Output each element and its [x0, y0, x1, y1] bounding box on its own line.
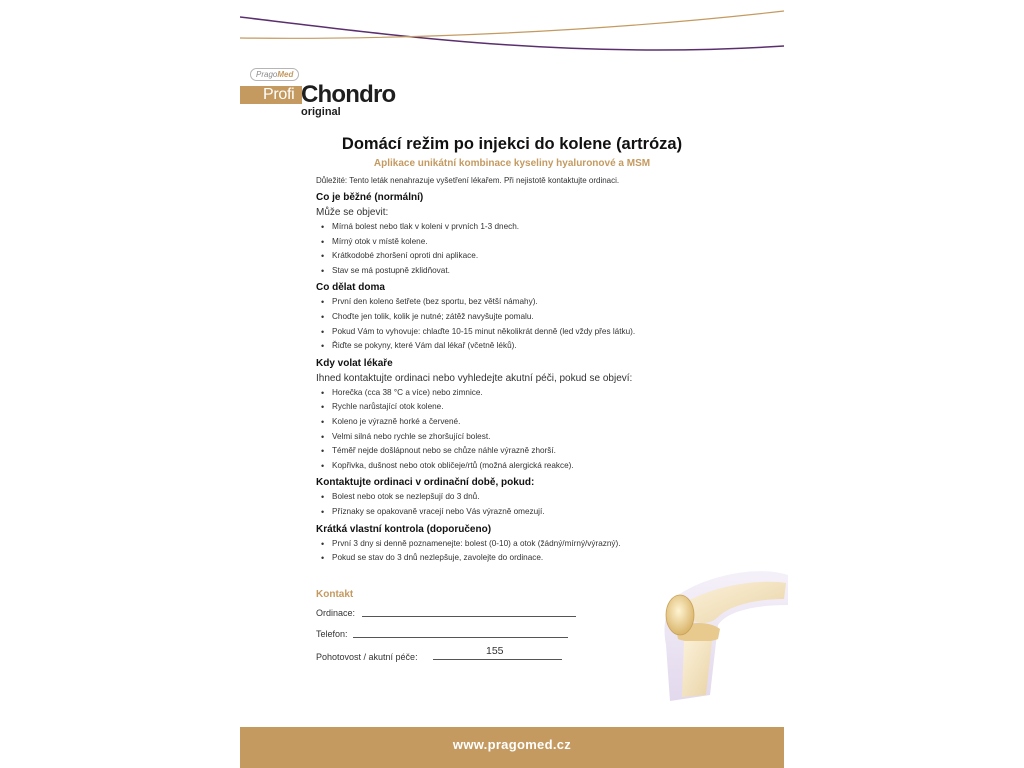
contact-heading: Kontakt — [316, 589, 354, 600]
page-title: Domácí režim po injekci do kolene (artróza) — [341, 135, 683, 153]
list-item: • Velmi silná nebo rychle se zhoršující bolest. — [332, 430, 736, 445]
list-normal — [316, 220, 736, 278]
list-item: • Krátkodobé zhoršení oproti dni aplikace. — [332, 249, 736, 264]
list-item: • Kopřivka, dušnost nebo otok obličeje/rtů (možná alergická reakce). — [332, 459, 736, 474]
section-heading-doctor: Kdy volat lékaře — [316, 357, 393, 369]
list-item: • Rychle narůstající otok kolene. — [332, 400, 736, 415]
pragomed-logo — [250, 68, 299, 81]
list-item: • Choďte jen tolik, kolik je nutné; zátěž navyšujte pomalu. — [332, 310, 736, 325]
footer-website-link[interactable]: www.pragomed.cz — [452, 737, 572, 752]
important-note: Důležité: Tento leták nenahrazuje vyšetření lékařem. Při nejistotě kontaktujte ordinaci. — [316, 176, 620, 185]
list-item: • Téměř nejde došlápnout nebo se chůze náhle výrazně zhorší. — [332, 444, 736, 459]
section-heading-office: Kontaktujte ordinaci v ordinační době, pokud: — [316, 477, 535, 489]
phone-field-line[interactable] — [353, 637, 568, 638]
list-item: • Horečka (cca 38 °C a více) nebo zimnice. — [332, 386, 736, 401]
knee-joint-illustration — [648, 565, 788, 705]
phone-field-label: Telefon: — [316, 629, 348, 639]
list-item: • Pokud se stav do 3 dnů nezlepšuje, zavolejte do ordinace. — [332, 551, 736, 566]
footer-bar — [240, 727, 784, 768]
office-field-line[interactable] — [362, 616, 576, 617]
list-item: • První den koleno šetřete (bez sportu, bez větší námahy). — [332, 295, 736, 310]
list-item: • Pokud Vám to vyhovuje: chlaďte 10-15 minut několikrát denně (led vždy přes látku). — [332, 325, 736, 340]
section-heading-normal: Co je běžné (normální) — [316, 192, 424, 203]
leaflet-content — [316, 174, 736, 566]
brand-profi: Profi — [263, 86, 295, 103]
section-intro-normal: Může se objevit: — [316, 207, 389, 218]
emergency-field-value: 155 — [486, 645, 504, 657]
list-selfcheck — [316, 537, 736, 566]
list-doctor — [316, 386, 736, 474]
brand-original: original — [301, 106, 341, 118]
list-item: • Koleno je výrazně horké a červené. — [332, 415, 736, 430]
list-item: • Mírný otok v místě kolene. — [332, 235, 736, 250]
section-intro-doctor: Ihned kontaktujte ordinaci nebo vyhledejte akutní péči, pokud se objeví: — [316, 372, 633, 384]
pragomed-logo-prefix: Prago — [256, 70, 278, 79]
leaflet-page — [240, 0, 784, 768]
list-item: • Mírná bolest nebo tlak v koleni v prvních 1-3 dnech. — [332, 220, 736, 235]
brand-chondro: Chondro — [301, 81, 396, 108]
emergency-field-label: Pohotovost / akutní péče: — [316, 652, 418, 662]
list-item: • Stav se má postupně zklidňovat. — [332, 264, 736, 279]
pragomed-logo-suffix: Med — [277, 70, 294, 79]
list-item: • Bolest nebo otok se nezlepšují do 3 dnů. — [332, 490, 736, 505]
section-heading-home: Co dělat doma — [316, 282, 385, 294]
list-item: • První 3 dny si denně poznamenejte: bolest (0-10) a otok (žádný/mírný/výrazný). — [332, 537, 736, 552]
decorative-wave-lines — [240, 0, 784, 60]
office-field-label: Ordinace: — [316, 608, 356, 618]
emergency-field-line[interactable] — [433, 659, 562, 660]
page-subtitle: Aplikace unikátní kombinace kyseliny hyaluronové a MSM — [373, 158, 651, 169]
list-home — [316, 295, 736, 353]
list-item: • Řiďte se pokyny, které Vám dal lékař (včetně léků). — [332, 339, 736, 354]
list-office — [316, 490, 736, 519]
section-heading-selfcheck: Krátká vlastní kontrola (doporučeno) — [316, 523, 492, 535]
brand-logo — [240, 68, 420, 118]
list-item: • Příznaky se opakovaně vracejí nebo Vás výrazně omezují. — [332, 505, 736, 520]
